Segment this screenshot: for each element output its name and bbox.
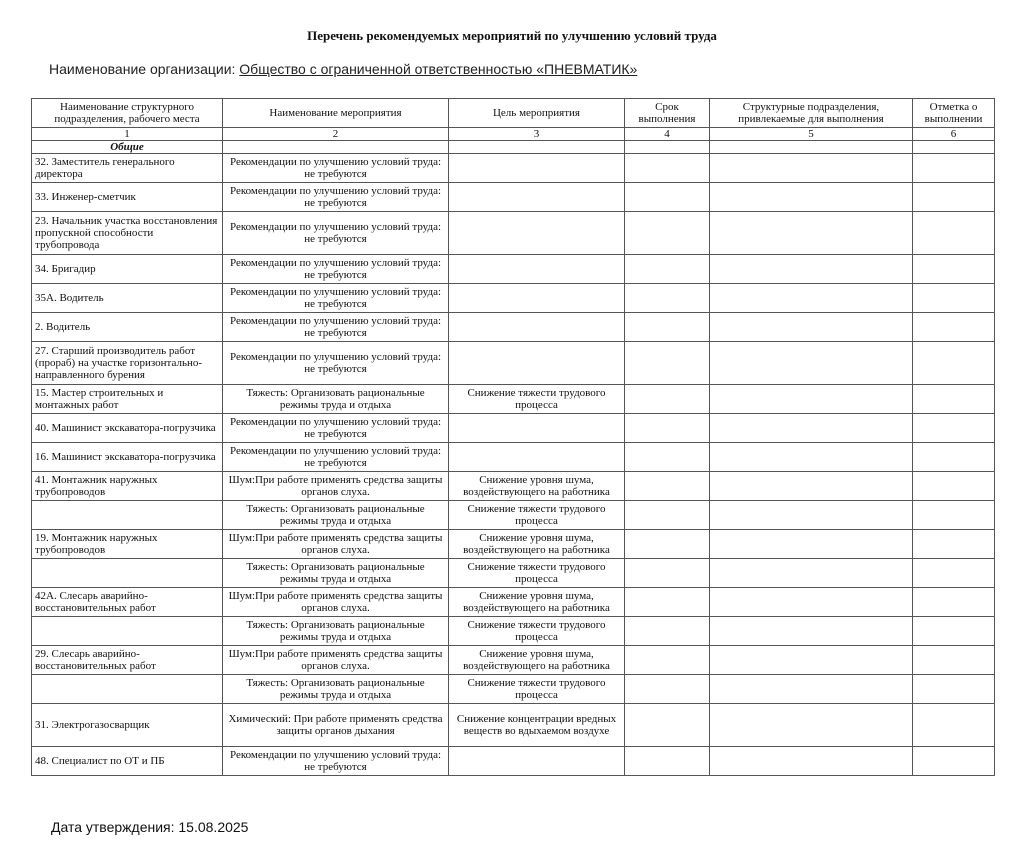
table-cell (710, 530, 913, 559)
table-cell (625, 414, 710, 443)
table-cell (449, 212, 625, 255)
table-cell (625, 284, 710, 313)
table-cell: Шум:При работе применять средства защиты органов слуха. (223, 530, 449, 559)
table-cell: 35А. Водитель (32, 284, 223, 313)
approval-date (51, 819, 248, 835)
table-cell (710, 646, 913, 675)
table-cell: Шум:При работе применять средства защиты органов слуха. (223, 472, 449, 501)
table-cell (625, 675, 710, 704)
column-number: 4 (625, 128, 710, 141)
table-cell (913, 443, 995, 472)
table-cell (710, 617, 913, 646)
table-cell (710, 588, 913, 617)
table-cell (710, 443, 913, 472)
table-cell: Рекомендации по улучшению условий труда: не требуются (223, 747, 449, 776)
table-cell: Шум:При работе применять средства защиты органов слуха. (223, 646, 449, 675)
table-cell (710, 313, 913, 342)
table-cell: Тяжесть: Организовать рациональные режимы труда и отдыха (223, 675, 449, 704)
table-cell (710, 559, 913, 588)
column-number: 1 (32, 128, 223, 141)
table-cell: 31. Электрогазосварщик (32, 704, 223, 747)
table-cell (710, 414, 913, 443)
table-row (32, 559, 995, 588)
table-cell (625, 443, 710, 472)
table-cell (625, 646, 710, 675)
table-row (32, 212, 995, 255)
table-cell (625, 747, 710, 776)
table-cell (710, 472, 913, 501)
table-cell (913, 588, 995, 617)
table-cell (913, 472, 995, 501)
table-cell (625, 617, 710, 646)
table-cell: 34. Бригадир (32, 255, 223, 284)
table-cell (449, 443, 625, 472)
table-cell (710, 154, 913, 183)
table-row (32, 443, 995, 472)
table-cell: 16. Машинист экскаватора-погрузчика (32, 443, 223, 472)
table-cell (625, 255, 710, 284)
table-cell: Снижение уровня шума, воздействующего на работника (449, 646, 625, 675)
table-cell (32, 559, 223, 588)
table-cell: Снижение уровня шума, воздействующего на работника (449, 472, 625, 501)
column-number: 5 (710, 128, 913, 141)
table-cell: Снижение тяжести трудового процесса (449, 559, 625, 588)
table-cell (710, 501, 913, 530)
table-cell (449, 284, 625, 313)
table-cell: Тяжесть: Организовать рациональные режимы труда и отдыха (223, 559, 449, 588)
section-header: Общие (32, 141, 223, 154)
measures-table (31, 98, 995, 776)
table-cell: Рекомендации по улучшению условий труда: не требуются (223, 342, 449, 385)
table-cell: 40. Машинист экскаватора-погрузчика (32, 414, 223, 443)
table-cell: 23. Начальник участка восстановления пропускной способности трубопровода (32, 212, 223, 255)
table-row (32, 530, 995, 559)
table-cell (913, 212, 995, 255)
table-row (32, 675, 995, 704)
table-cell: 33. Инженер-сметчик (32, 183, 223, 212)
table-cell (710, 385, 913, 414)
table-cell (913, 414, 995, 443)
column-header: Структурные подразделения, привлекаемые для выполнения (710, 99, 913, 128)
table-cell: Рекомендации по улучшению условий труда: не требуются (223, 414, 449, 443)
column-header: Отметка о выполнении (913, 99, 995, 128)
table-cell: Снижение тяжести трудового процесса (449, 385, 625, 414)
table-row (32, 255, 995, 284)
table-cell (710, 342, 913, 385)
table-cell: Тяжесть: Организовать рациональные режимы труда и отдыха (223, 501, 449, 530)
table-cell (449, 154, 625, 183)
table-cell: 15. Мастер строительных и монтажных работ (32, 385, 223, 414)
table-cell (625, 559, 710, 588)
column-header: Наименование структурного подразделения, рабочего места (32, 99, 223, 128)
table-cell (913, 704, 995, 747)
table-cell (913, 646, 995, 675)
organization-name: Общество с ограниченной ответственностью «ПНЕВМАТИК» (239, 61, 638, 77)
table-cell (32, 617, 223, 646)
table-cell (625, 385, 710, 414)
table-row (32, 284, 995, 313)
column-number: 6 (913, 128, 995, 141)
table-cell (449, 255, 625, 284)
table-cell: Рекомендации по улучшению условий труда: не требуются (223, 183, 449, 212)
table-cell: Тяжесть: Организовать рациональные режимы труда и отдыха (223, 617, 449, 646)
table-cell (625, 154, 710, 183)
table-cell (625, 530, 710, 559)
page-title: Перечень рекомендуемых мероприятий по улучшению условий труда (307, 28, 717, 43)
table-cell: Рекомендации по улучшению условий труда: не требуются (223, 154, 449, 183)
table-cell (710, 284, 913, 313)
table-cell: 41. Монтажник наружных трубопроводов (32, 472, 223, 501)
column-number: 3 (449, 128, 625, 141)
table-cell: 48. Специалист по ОТ и ПБ (32, 747, 223, 776)
approval-date-label: Дата утверждения: (51, 819, 175, 835)
column-header: Срок выполнения (625, 99, 710, 128)
table-cell (913, 530, 995, 559)
column-header: Цель мероприятия (449, 99, 625, 128)
table-cell (710, 183, 913, 212)
table-cell: Снижение концентрации вредных веществ во вдыхаемом воздухе (449, 704, 625, 747)
table-cell: Рекомендации по улучшению условий труда: не требуются (223, 284, 449, 313)
table-cell (625, 588, 710, 617)
table-cell: Рекомендации по улучшению условий труда: не требуются (223, 255, 449, 284)
table-cell (449, 342, 625, 385)
table-row (32, 646, 995, 675)
table-cell: 2. Водитель (32, 313, 223, 342)
table-cell (710, 255, 913, 284)
table-cell: Снижение уровня шума, воздействующего на работника (449, 588, 625, 617)
table-row (32, 747, 995, 776)
table-cell: Снижение тяжести трудового процесса (449, 675, 625, 704)
table-cell (913, 313, 995, 342)
table-cell (710, 747, 913, 776)
table-cell (449, 747, 625, 776)
organization-label: Наименование организации: (49, 61, 236, 77)
table-cell (449, 313, 625, 342)
table-row (32, 414, 995, 443)
table-cell (710, 704, 913, 747)
table-cell (913, 255, 995, 284)
table-cell: 19. Монтажник наружных трубопроводов (32, 530, 223, 559)
table-cell (913, 183, 995, 212)
table-row (32, 501, 995, 530)
column-number: 2 (223, 128, 449, 141)
table-cell (913, 747, 995, 776)
table-cell (449, 183, 625, 212)
column-header: Наименование мероприятия (223, 99, 449, 128)
approval-date-value: 15.08.2025 (178, 819, 249, 835)
table-cell (913, 284, 995, 313)
table-cell (32, 501, 223, 530)
table-cell (710, 212, 913, 255)
table-cell (913, 154, 995, 183)
table-cell: Шум:При работе применять средства защиты органов слуха. (223, 588, 449, 617)
table-cell (625, 313, 710, 342)
table-cell (913, 617, 995, 646)
table-cell: Снижение тяжести трудового процесса (449, 501, 625, 530)
table-cell (913, 675, 995, 704)
table-cell (625, 183, 710, 212)
table-cell (32, 675, 223, 704)
table-cell: Тяжесть: Организовать рациональные режимы труда и отдыха (223, 385, 449, 414)
table-cell: 27. Старший производитель работ (прораб) на участке горизонтально-направленного бурения (32, 342, 223, 385)
table-cell: Химический: При работе применять средства защиты органов дыхания (223, 704, 449, 747)
table-row (32, 617, 995, 646)
table-cell (913, 501, 995, 530)
table-cell (913, 559, 995, 588)
table-cell (449, 414, 625, 443)
table-row (32, 704, 995, 747)
table-cell: Рекомендации по улучшению условий труда: не требуются (223, 443, 449, 472)
table-cell (913, 385, 995, 414)
table-row (32, 588, 995, 617)
table-row (32, 154, 995, 183)
table-cell (625, 212, 710, 255)
table-row (32, 385, 995, 414)
table-row (32, 183, 995, 212)
table-cell: 42А. Слесарь аварийно-восстановительных работ (32, 588, 223, 617)
table-cell: 29. Слесарь аварийно-восстановительных работ (32, 646, 223, 675)
table-row (32, 342, 995, 385)
table-cell: 32. Заместитель генерального директора (32, 154, 223, 183)
table-cell: Рекомендации по улучшению условий труда: не требуются (223, 313, 449, 342)
table-cell (710, 675, 913, 704)
table-cell (625, 342, 710, 385)
table-cell (625, 704, 710, 747)
table-cell (625, 472, 710, 501)
table-cell: Снижение тяжести трудового процесса (449, 617, 625, 646)
table-row (32, 313, 995, 342)
table-cell: Рекомендации по улучшению условий труда: не требуются (223, 212, 449, 255)
organization-line (49, 61, 637, 77)
table-cell: Снижение уровня шума, воздействующего на работника (449, 530, 625, 559)
table-cell (913, 342, 995, 385)
table-cell (625, 501, 710, 530)
table-row (32, 472, 995, 501)
